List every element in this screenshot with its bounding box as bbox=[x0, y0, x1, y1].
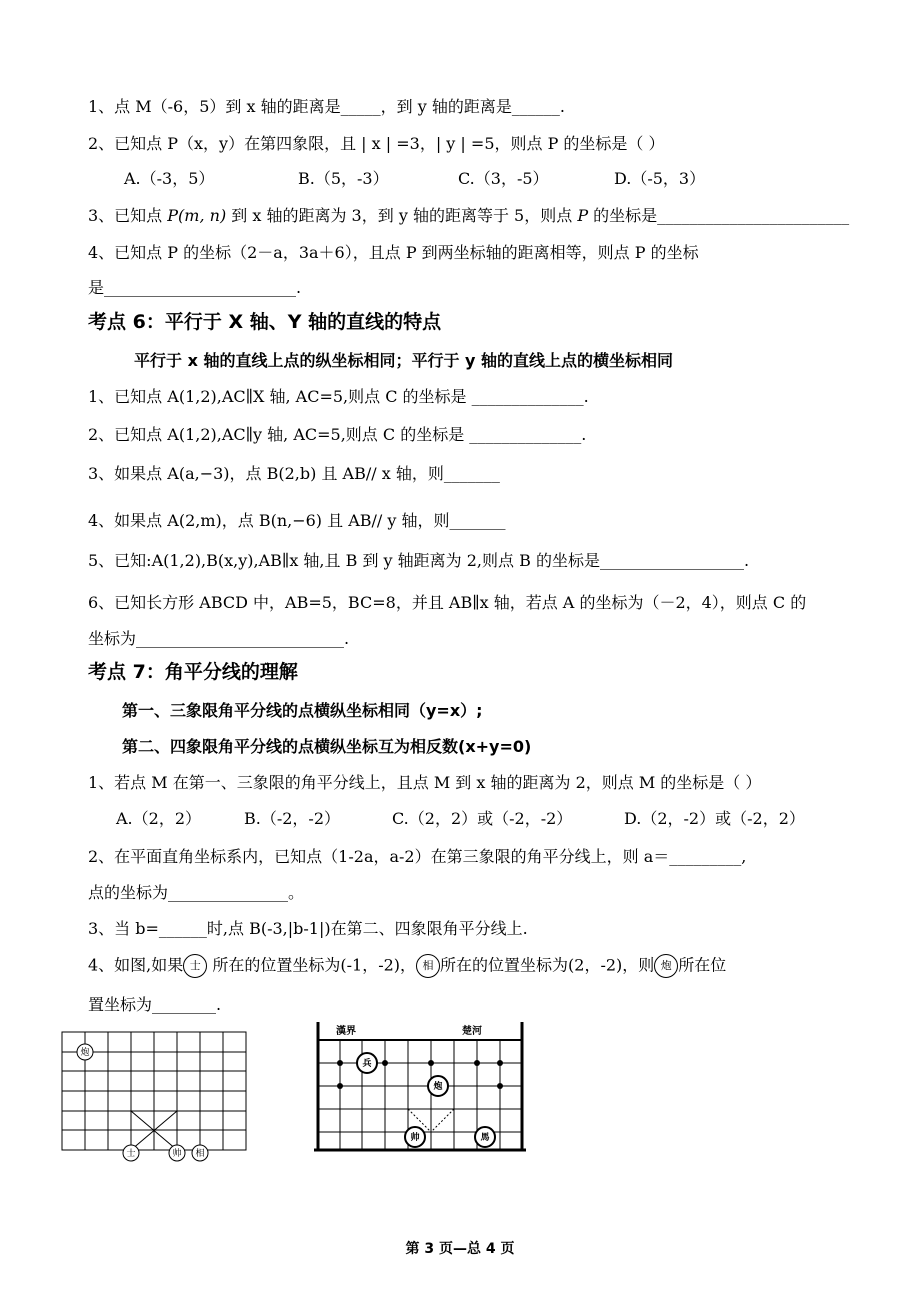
choice-a: A.（-3，5） bbox=[124, 169, 215, 188]
text: 所在的位置坐标为(2，-2)，则 bbox=[440, 955, 655, 975]
q6-6-cont: 坐标为__________________________. bbox=[88, 629, 350, 648]
text: 3、已知点 bbox=[88, 206, 168, 225]
board-label-right: 楚河 bbox=[462, 1026, 482, 1037]
text: 所在的位置坐标为(-1，-2)， bbox=[207, 955, 417, 975]
piece-xiang-icon: 相 bbox=[416, 954, 440, 978]
text: 所在位 bbox=[678, 955, 727, 975]
chess-grid-figure bbox=[56, 1026, 256, 1170]
board-piece-ma: 馬 bbox=[480, 1133, 490, 1143]
board-piece-shuai: 帅 bbox=[410, 1133, 420, 1143]
choice-c: C.（2，2）或（-2，-2） bbox=[392, 809, 573, 828]
section-7-rule-1: 第一、三象限角平分线的点横纵坐标相同（y=x）; bbox=[122, 701, 483, 720]
choice-d: D.（-5，3） bbox=[614, 169, 706, 188]
q-equal-distance: 4、已知点 P 的坐标（2－a，3a＋6），且点 P 到两坐标轴的距离相等，则点 P 的坐标 bbox=[88, 243, 699, 262]
piece-shi-icon: 士 bbox=[183, 954, 207, 978]
grid-piece-shuai: 帅 bbox=[172, 1149, 182, 1159]
choice-b: B.（5，-3） bbox=[298, 169, 389, 188]
q-distance-m: 1、点 M（-6，5）到 x 轴的距离是_____，到 y 轴的距离是______. bbox=[88, 97, 565, 116]
q-point-p-mn bbox=[88, 205, 849, 227]
text: 4、如图,如果 bbox=[88, 955, 184, 975]
q6-2: 2、已知点 A(1,2),AC∥y 轴, AC=5,则点 C 的坐标是 ______________. bbox=[88, 425, 587, 444]
q6-1: 1、已知点 A(1,2),AC∥X 轴, AC=5,则点 C 的坐标是 ______________. bbox=[88, 387, 589, 406]
q-equal-distance-cont: 是________________________. bbox=[88, 278, 302, 297]
grid-piece-pao: 炮 bbox=[80, 1048, 90, 1058]
q7-4-cont: 置坐标为________. bbox=[88, 995, 222, 1014]
chess-board-figure bbox=[310, 1018, 532, 1158]
choice-a: A.（2，2） bbox=[116, 809, 202, 828]
q6-3: 3、如果点 A(a,−3)，点 B(2,b) 且 AB// x 轴，则_______ bbox=[88, 464, 500, 483]
board-label-left: 漢界 bbox=[336, 1026, 356, 1037]
section-6-title: 考点 6：平行于 X 轴、Y 轴的直线的特点 bbox=[88, 311, 442, 333]
text: 到 x 轴的距离为 3，到 y 轴的距离等于 5，则点 bbox=[226, 206, 578, 225]
board-piece-pao: 炮 bbox=[433, 1082, 443, 1092]
math-var: P(m, n) bbox=[167, 206, 227, 225]
section-7-title: 考点 7：角平分线的理解 bbox=[88, 661, 298, 683]
grid-piece-shi: 士 bbox=[126, 1149, 136, 1159]
piece-pao-icon: 炮 bbox=[654, 954, 678, 978]
q7-3: 3、当 b=______时,点 B(-3,|b-1|)在第二、四象限角平分线上. bbox=[88, 919, 528, 938]
q6-6: 6、已知长方形 ABCD 中，AB=5，BC=8，并且 AB∥x 轴，若点 A 的坐标为（－2，4），则点 C 的 bbox=[88, 593, 807, 612]
section-6-rule: 平行于 x 轴的直线上点的纵坐标相同；平行于 y 轴的直线上点的横坐标相同 bbox=[134, 351, 674, 370]
q7-2-cont: 点的坐标为_______________。 bbox=[88, 883, 305, 902]
q7-4 bbox=[88, 954, 726, 978]
section-7-rule-2: 第二、四象限角平分线的点横纵坐标互为相反数(x+y=0) bbox=[122, 737, 532, 756]
grid-piece-xiang: 相 bbox=[195, 1149, 205, 1159]
q6-4: 4、如果点 A(2,m)，点 B(n,−6) 且 AB// y 轴，则_______ bbox=[88, 511, 506, 530]
choice-b: B.（-2，-2） bbox=[244, 809, 341, 828]
q-point-p-quadrant: 2、已知点 P（x，y）在第四象限，且 | x | =3，| y | =5，则点 P 的坐标是（ ） bbox=[88, 134, 665, 153]
text: 的坐标是________________________ bbox=[588, 206, 850, 225]
q7-2: 2、在平面直角坐标系内，已知点（1-2a，a-2）在第三象限的角平分线上，则 a＝_________, bbox=[88, 847, 747, 866]
math-var: P bbox=[577, 206, 589, 225]
choice-d: D.（2，-2）或（-2，2） bbox=[624, 809, 805, 828]
board-piece-bing: 兵 bbox=[362, 1059, 372, 1069]
q7-1: 1、若点 M 在第一、三象限的角平分线上，且点 M 到 x 轴的距离为 2，则点 M 的坐标是（ ） bbox=[88, 773, 762, 792]
choice-c: C.（3，-5） bbox=[458, 169, 549, 188]
q6-5: 5、已知:A(1,2),B(x,y),AB∥x 轴,且 B 到 y 轴距离为 2,则点 B 的坐标是__________________. bbox=[88, 551, 750, 570]
page-footer: 第 3 页—总 4 页 bbox=[405, 1241, 515, 1257]
